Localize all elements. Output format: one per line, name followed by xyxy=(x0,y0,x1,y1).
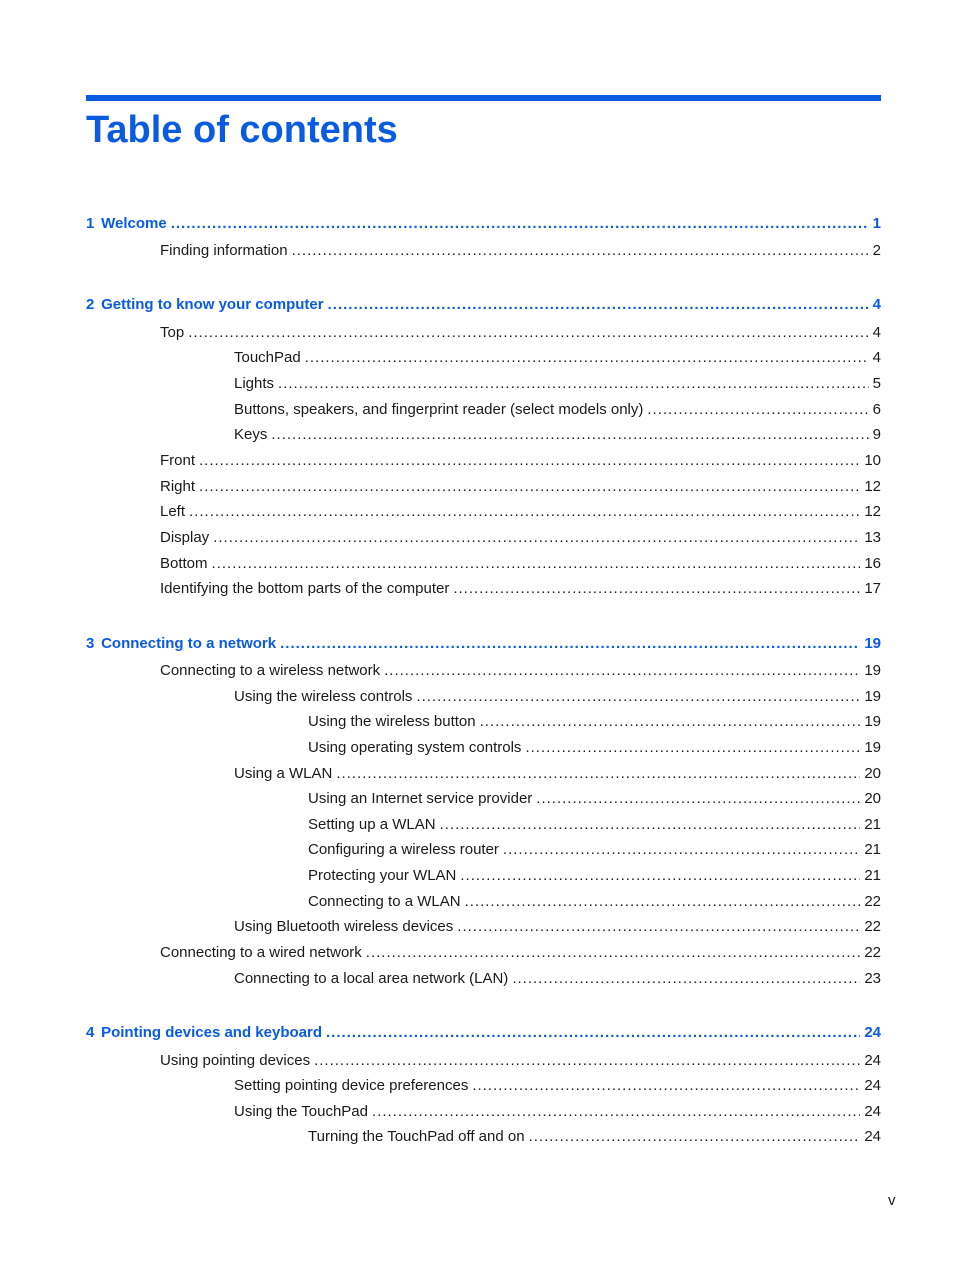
dot-leader xyxy=(465,892,861,912)
dot-leader xyxy=(213,528,860,548)
toc-entry-label xyxy=(308,712,476,732)
toc-entry-label xyxy=(234,969,508,989)
toc-entry-label xyxy=(308,738,521,758)
toc-entry-label xyxy=(160,1051,310,1071)
toc-entry-label xyxy=(160,943,362,963)
toc-entry-text: Finding information xyxy=(160,242,288,259)
toc-entry[interactable] xyxy=(160,1051,881,1071)
toc-entry-text: Connecting to a wired network xyxy=(160,944,362,961)
toc-entry-label xyxy=(160,241,288,261)
dot-leader xyxy=(440,815,861,835)
toc-page-number: 20 xyxy=(864,765,881,782)
toc-entry[interactable] xyxy=(160,943,881,963)
toc-entry-label xyxy=(234,687,412,707)
dot-leader xyxy=(271,425,868,445)
toc-entry-label xyxy=(234,374,274,394)
toc-entry-label xyxy=(308,840,499,860)
toc-entry-label xyxy=(234,1102,368,1122)
toc-entry-text: Buttons, speakers, and fingerprint reader (select models only) xyxy=(234,401,644,418)
toc-entry-label xyxy=(234,425,267,445)
toc-entry[interactable] xyxy=(160,323,881,343)
toc-entry-text: Welcome xyxy=(101,215,167,232)
toc-chapter-entry[interactable] xyxy=(86,295,881,315)
toc-page-number: 21 xyxy=(864,867,881,884)
dot-leader xyxy=(647,400,868,420)
toc-entry[interactable] xyxy=(234,687,881,707)
toc-page-number: 19 xyxy=(864,739,881,756)
toc-entry-label xyxy=(160,661,380,681)
dot-leader xyxy=(384,661,860,681)
toc-page-number: 12 xyxy=(864,478,881,495)
toc-entry-label xyxy=(234,400,643,420)
dot-leader xyxy=(188,323,868,343)
toc-entry-label xyxy=(160,579,449,599)
toc-page-number: 24 xyxy=(864,1052,881,1069)
toc-entry[interactable] xyxy=(308,892,881,912)
toc-entry-text: Display xyxy=(160,529,210,546)
toc-entry-label xyxy=(86,1023,322,1043)
toc-entry[interactable] xyxy=(234,764,881,784)
dot-leader xyxy=(480,712,861,732)
toc-page-number: 21 xyxy=(864,841,881,858)
dot-leader xyxy=(453,579,860,599)
toc-page-number: 12 xyxy=(864,503,881,520)
toc-entry-text: Using the TouchPad xyxy=(234,1103,368,1120)
toc-entry-label xyxy=(160,502,185,522)
toc-chapter-entry[interactable] xyxy=(86,1023,881,1043)
toc-entry-text: Turning the TouchPad off and on xyxy=(308,1128,525,1145)
toc-entry-text: Connecting to a WLAN xyxy=(308,893,461,910)
toc-entry[interactable] xyxy=(308,866,881,886)
toc-entry-text: Configuring a wireless router xyxy=(308,841,499,858)
toc-entry[interactable] xyxy=(160,554,881,574)
toc-entry[interactable] xyxy=(234,917,881,937)
toc-entry[interactable] xyxy=(160,502,881,522)
dot-leader xyxy=(212,554,861,574)
toc-chapter-number: 2 xyxy=(86,296,95,313)
toc-page-number: 4 xyxy=(872,324,881,341)
toc-entry-label xyxy=(308,866,456,886)
toc-entry[interactable] xyxy=(160,241,881,261)
dot-leader xyxy=(460,866,860,886)
toc-page-number: 10 xyxy=(864,452,881,469)
toc-entry-label xyxy=(160,528,209,548)
toc-entry[interactable] xyxy=(160,477,881,497)
dot-leader xyxy=(503,840,860,860)
toc-page-number: 9 xyxy=(872,426,881,443)
toc-page-number: 2 xyxy=(872,242,881,259)
toc-entry[interactable] xyxy=(234,348,881,368)
toc-entry-text: Identifying the bottom parts of the computer xyxy=(160,580,450,597)
toc-entry-label xyxy=(86,214,167,234)
toc-entry[interactable] xyxy=(308,789,881,809)
toc-page-number: 19 xyxy=(864,713,881,730)
toc-chapter-entry[interactable] xyxy=(86,214,881,234)
toc-entry-text: Protecting your WLAN xyxy=(308,867,457,884)
toc-page-number: 5 xyxy=(872,375,881,392)
toc-entry-text: Connecting to a local area network (LAN) xyxy=(234,970,509,987)
dot-leader xyxy=(525,738,860,758)
toc-entry-label xyxy=(234,348,301,368)
dot-leader xyxy=(472,1076,860,1096)
toc-entry[interactable] xyxy=(160,661,881,681)
toc-entry-label xyxy=(308,1127,525,1147)
toc-entry-text: Connecting to a wireless network xyxy=(160,662,381,679)
toc-page-number: 24 xyxy=(864,1103,881,1120)
toc-entry[interactable] xyxy=(234,969,881,989)
toc-entry[interactable] xyxy=(308,840,881,860)
toc-entry-label xyxy=(86,295,324,315)
toc-entry-text: Lights xyxy=(234,375,275,392)
dot-leader xyxy=(366,943,861,963)
toc-chapter-entry[interactable] xyxy=(86,634,881,654)
dot-leader xyxy=(536,789,860,809)
toc-entry[interactable] xyxy=(308,1127,881,1147)
dot-leader xyxy=(326,1023,860,1043)
toc-entry[interactable] xyxy=(308,815,881,835)
toc-entry-label xyxy=(86,634,276,654)
toc-page-number: 4 xyxy=(872,349,881,366)
toc-page-number: 20 xyxy=(864,790,881,807)
toc-entry-text: Top xyxy=(160,324,185,341)
toc-entry[interactable] xyxy=(308,712,881,732)
toc-entry-text: Pointing devices and keyboard xyxy=(101,1024,322,1041)
toc-chapter-number: 1 xyxy=(86,215,95,232)
toc-entry[interactable] xyxy=(160,528,881,548)
toc-entry-text: Using Bluetooth wireless devices xyxy=(234,918,454,935)
dot-leader xyxy=(280,634,860,654)
toc-entry-text: TouchPad xyxy=(234,349,301,366)
toc-entry-label xyxy=(308,789,532,809)
toc-page-number: 19 xyxy=(864,662,881,679)
page-title: Table of contents xyxy=(86,109,398,151)
toc-entry-text: Keys xyxy=(234,426,268,443)
toc-page-number: 13 xyxy=(864,529,881,546)
dot-leader xyxy=(171,214,869,234)
toc-entry-label xyxy=(234,1076,468,1096)
toc-entry-text: Using an Internet service provider xyxy=(308,790,533,807)
toc-entry-text: Using the wireless button xyxy=(308,713,476,730)
toc-entry[interactable] xyxy=(234,425,881,445)
toc-entry[interactable] xyxy=(234,400,881,420)
toc-page-number: 23 xyxy=(864,970,881,987)
toc-entry[interactable] xyxy=(234,1102,881,1122)
dot-leader xyxy=(305,348,869,368)
toc-page-number: 22 xyxy=(864,944,881,961)
toc-page-number: 17 xyxy=(864,580,881,597)
dot-leader xyxy=(512,969,860,989)
toc-page-number: 1 xyxy=(872,215,881,232)
toc-entry-text: Setting up a WLAN xyxy=(308,816,436,833)
toc-entry-text: Using pointing devices xyxy=(160,1052,311,1069)
toc-page-number: 24 xyxy=(864,1128,881,1145)
toc-page-number: 19 xyxy=(864,688,881,705)
toc-entry-text: Using operating system controls xyxy=(308,739,522,756)
toc-entry-text: Bottom xyxy=(160,555,208,572)
dot-leader xyxy=(199,477,860,497)
toc-entry[interactable] xyxy=(234,374,881,394)
toc-entry-text: Using the wireless controls xyxy=(234,688,413,705)
toc-page-number: 22 xyxy=(864,918,881,935)
toc-page-number: 24 xyxy=(864,1024,881,1041)
toc-entry-text: Left xyxy=(160,503,186,520)
toc-entry-text: Getting to know your computer xyxy=(101,296,324,313)
dot-leader xyxy=(416,687,860,707)
toc-entry-label xyxy=(308,815,436,835)
toc-chapter-number: 3 xyxy=(86,635,95,652)
dot-leader xyxy=(457,917,860,937)
toc-entry-text: Connecting to a network xyxy=(101,635,277,652)
dot-leader xyxy=(199,451,860,471)
toc-entry[interactable] xyxy=(160,579,881,599)
toc-entry-label xyxy=(160,451,195,471)
dot-leader xyxy=(189,502,860,522)
toc-entry-label xyxy=(160,477,195,497)
toc-page-number: 19 xyxy=(864,635,881,652)
page-number: v xyxy=(888,1192,896,1209)
toc-page-number: 6 xyxy=(872,401,881,418)
dot-leader xyxy=(372,1102,860,1122)
toc-entry-text: Right xyxy=(160,478,196,495)
dot-leader xyxy=(292,241,869,261)
toc-page-number: 24 xyxy=(864,1077,881,1094)
toc-entry-label xyxy=(160,323,184,343)
dot-leader xyxy=(314,1051,860,1071)
toc-entry-label xyxy=(234,764,332,784)
toc-entry[interactable] xyxy=(160,451,881,471)
toc-entry-text: Front xyxy=(160,452,196,469)
dot-leader xyxy=(328,295,869,315)
title-rule xyxy=(86,95,881,101)
toc-page-number: 21 xyxy=(864,816,881,833)
toc-entry-text: Setting pointing device preferences xyxy=(234,1077,469,1094)
dot-leader xyxy=(529,1127,861,1147)
toc-page-number: 16 xyxy=(864,555,881,572)
toc-entry-label xyxy=(308,892,461,912)
toc-entry-label xyxy=(234,917,453,937)
dot-leader xyxy=(278,374,869,394)
toc-entry-text: Using a WLAN xyxy=(234,765,333,782)
toc-page-number: 22 xyxy=(864,893,881,910)
toc-page-number: 4 xyxy=(872,296,881,313)
toc-chapter-number: 4 xyxy=(86,1024,95,1041)
toc-entry-label xyxy=(160,554,208,574)
toc-entry[interactable] xyxy=(308,738,881,758)
dot-leader xyxy=(336,764,860,784)
toc-entry[interactable] xyxy=(234,1076,881,1096)
